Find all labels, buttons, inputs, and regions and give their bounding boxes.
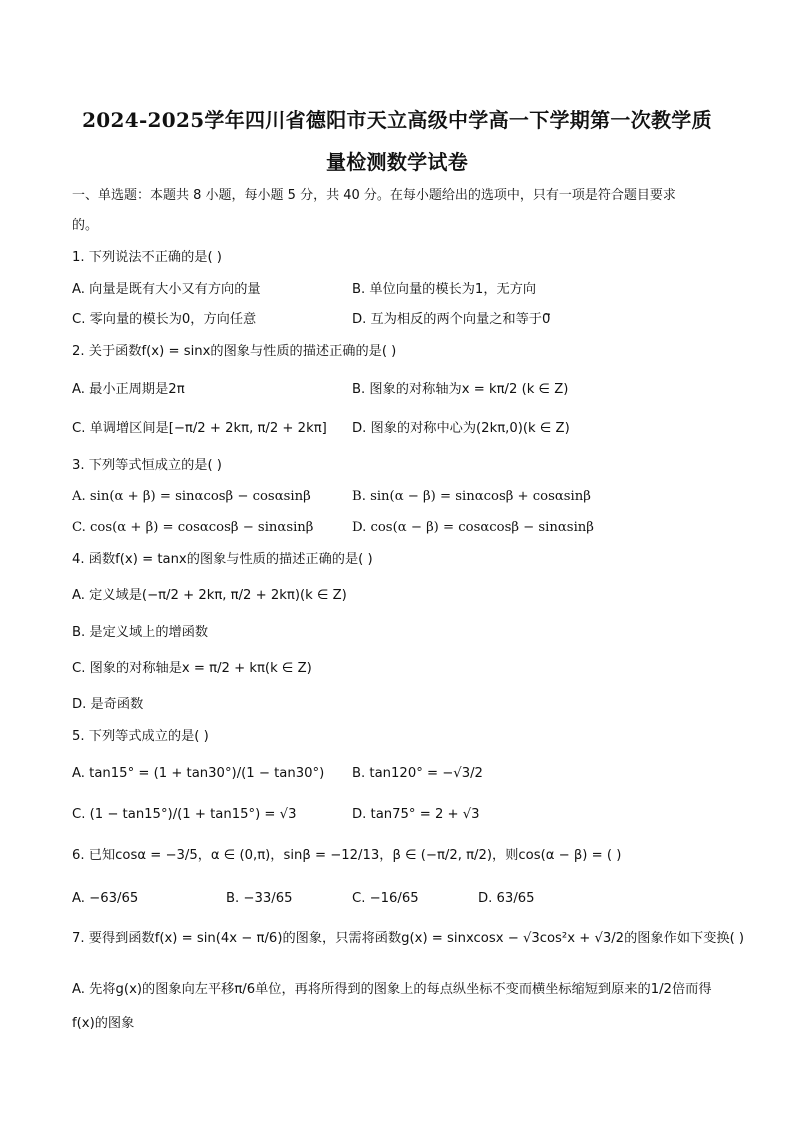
question-2-option-a: A. 最小正周期是2π [72, 382, 185, 397]
question-5-option-b: B. tan120° = −√3/2 [352, 766, 483, 781]
question-5-option-c: C. (1 − tan15°)/(1 + tan15°) = √3 [72, 807, 297, 822]
question-1-option-d: D. 互为相反的两个向量之和等于0⃗ [352, 312, 551, 327]
question-2-option-d: D. 图象的对称中心为(2kπ,0)(k ∈ Z) [352, 421, 570, 436]
question-6-option-c: C. −16/65 [352, 891, 419, 906]
question-7-stem: 7. 要得到函数f(x) = sin(4x − π/6)的图象，只需将函数g(x) = sinxcosx − √3cos²x + √3/2的图象作如下变换( ) [72, 931, 745, 946]
question-3-option-c: C. cos(α + β) = cosαcosβ − sinαsinβ [72, 520, 314, 535]
question-3-option-d: D. cos(α − β) = cosαcosβ − sinαsinβ [352, 520, 594, 535]
question-1-stem: 1. 下列说法不正确的是( ) [72, 250, 222, 265]
question-1-option-a: A. 向量是既有大小又有方向的量 [72, 282, 261, 297]
section-instruction-line2: 的。 [72, 218, 99, 233]
question-2-option-c: C. 单调增区间是[−π/2 + 2kπ, π/2 + 2kπ] [72, 421, 327, 436]
question-5-stem: 5. 下列等式成立的是( ) [72, 729, 209, 744]
section-instruction-line1: 一、单选题：本题共 8 小题，每小题 5 分，共 40 分。在每小题给出的选项中，只有一项是符合题目要求 [72, 188, 676, 203]
question-6-stem: 6. 已知cosα = −3/5，α ∈ (0,π)，sinβ = −12/13，β ∈ (−π/2, π/2)，则cos(α − β) = ( ) [72, 848, 622, 863]
question-5-option-d: D. tan75° = 2 + √3 [352, 807, 480, 822]
question-5-option-a: A. tan15° = (1 + tan30°)/(1 − tan30°) [72, 766, 325, 781]
question-1-option-c: C. 零向量的模长为0，方向任意 [72, 312, 257, 327]
question-1-option-b: B. 单位向量的模长为1，无方向 [352, 282, 537, 297]
question-6-option-b: B. −33/65 [226, 891, 293, 906]
question-3-stem: 3. 下列等式恒成立的是( ) [72, 458, 222, 473]
question-6-option-d: D. 63/65 [478, 891, 535, 906]
question-4-option-a: A. 定义域是(−π/2 + 2kπ, π/2 + 2kπ)(k ∈ Z) [72, 588, 347, 603]
question-6-option-a: A. −63/65 [72, 891, 139, 906]
question-2-stem: 2. 关于函数f(x) = sinx的图象与性质的描述正确的是( ) [72, 344, 397, 359]
question-4-option-b: B. 是定义域上的增函数 [72, 625, 209, 640]
question-2-option-b: B. 图象的对称轴为x = kπ/2 (k ∈ Z) [352, 382, 569, 397]
question-4-option-c: C. 图象的对称轴是x = π/2 + kπ(k ∈ Z) [72, 661, 312, 676]
question-3-option-b: B. sin(α − β) = sinαcosβ + cosαsinβ [352, 489, 591, 504]
question-4-option-d: D. 是奇函数 [72, 697, 144, 712]
exam-title-line1: 2024-2025学年四川省德阳市天立高级中学高一下学期第一次教学质 [82, 108, 712, 132]
question-7-option-a: A. 先将g(x)的图象向左平移π/6单位，再将所得到的图象上的每点纵坐标不变而横坐标缩短到原来的1/2倍而得 f(x)的图象 [72, 982, 712, 1031]
question-4-stem: 4. 函数f(x) = tanx的图象与性质的描述正确的是( ) [72, 552, 373, 567]
question-3-option-a: A. sin(α + β) = sinαcosβ − cosαsinβ [72, 489, 311, 504]
exam-title-line2: 量检测数学试卷 [325, 150, 469, 174]
